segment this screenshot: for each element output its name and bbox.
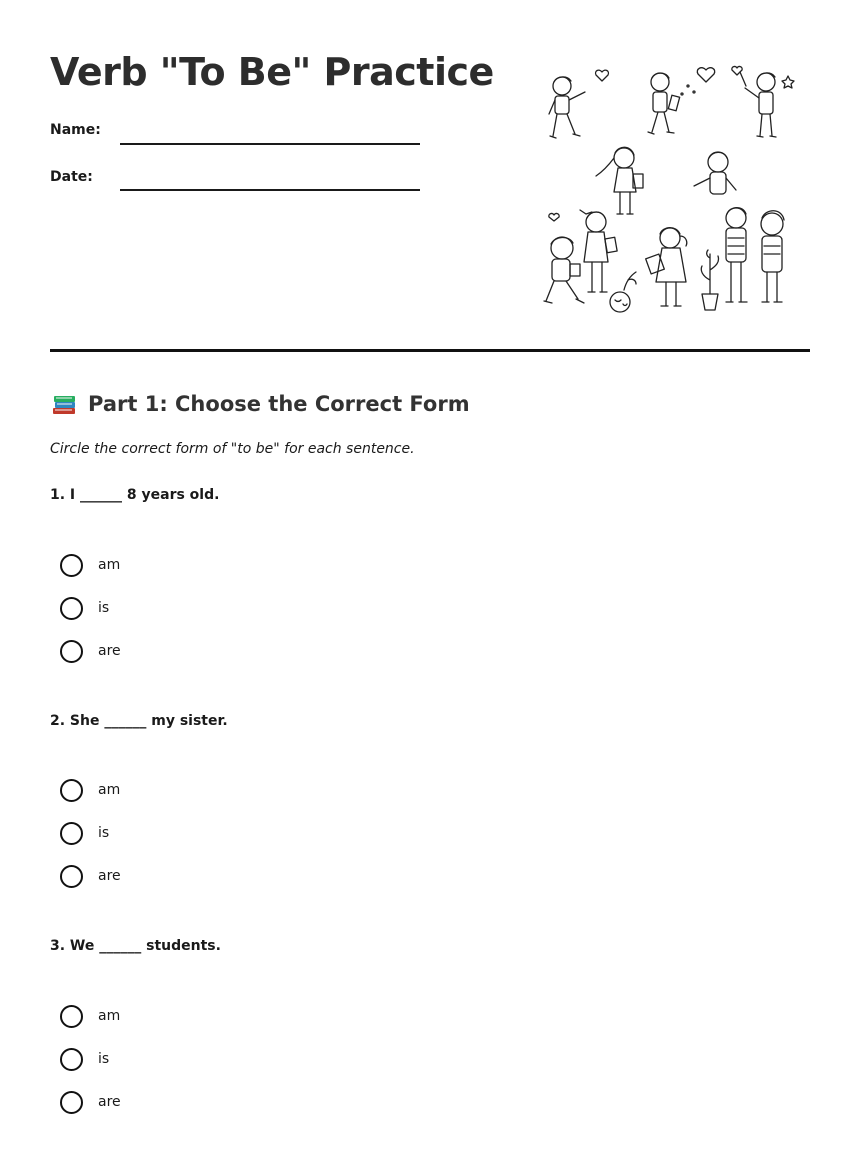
question-3: 3. We ______ students. <box>50 938 221 954</box>
radio-button[interactable] <box>60 1005 83 1028</box>
q1-option-are[interactable] <box>60 639 121 663</box>
q2-option-am[interactable] <box>60 778 120 802</box>
radio-button[interactable] <box>60 1048 83 1071</box>
part1-instructions: Circle the correct form of "to be" for each sentence. <box>50 441 415 457</box>
date-label: Date: <box>50 169 93 185</box>
question-2: 2. She ______ my sister. <box>50 713 228 729</box>
part1-header <box>50 388 470 420</box>
option-label: are <box>98 868 121 884</box>
radio-button[interactable] <box>60 554 83 577</box>
q3-option-are[interactable] <box>60 1090 121 1114</box>
q1-option-am[interactable] <box>60 553 120 577</box>
radio-button[interactable] <box>60 865 83 888</box>
radio-button[interactable] <box>60 640 83 663</box>
option-label: am <box>98 557 121 573</box>
q3-option-am[interactable] <box>60 1004 120 1028</box>
books-icon <box>50 390 78 418</box>
q1-option-is[interactable] <box>60 596 109 620</box>
radio-button[interactable] <box>60 1091 83 1114</box>
option-label: is <box>98 1051 110 1067</box>
name-label: Name: <box>50 122 101 138</box>
q2-option-is[interactable] <box>60 821 109 845</box>
option-label: is <box>98 825 110 841</box>
option-label: are <box>98 643 121 659</box>
radio-button[interactable] <box>60 779 83 802</box>
date-field[interactable] <box>120 189 420 191</box>
q2-option-are[interactable] <box>60 864 121 888</box>
q3-option-is[interactable] <box>60 1047 109 1071</box>
option-label: are <box>98 1094 121 1110</box>
header-divider <box>50 349 810 352</box>
part1-title: Part 1: Choose the Correct Form <box>88 392 470 416</box>
radio-button[interactable] <box>60 597 83 620</box>
worksheet-title: Verb "To Be" Practice <box>50 50 494 94</box>
children-coloring-illustration <box>540 58 810 320</box>
option-label: am <box>98 1008 121 1024</box>
option-label: is <box>98 600 110 616</box>
radio-button[interactable] <box>60 822 83 845</box>
option-label: am <box>98 782 121 798</box>
question-1: 1. I ______ 8 years old. <box>50 487 220 503</box>
name-field[interactable] <box>120 143 420 145</box>
